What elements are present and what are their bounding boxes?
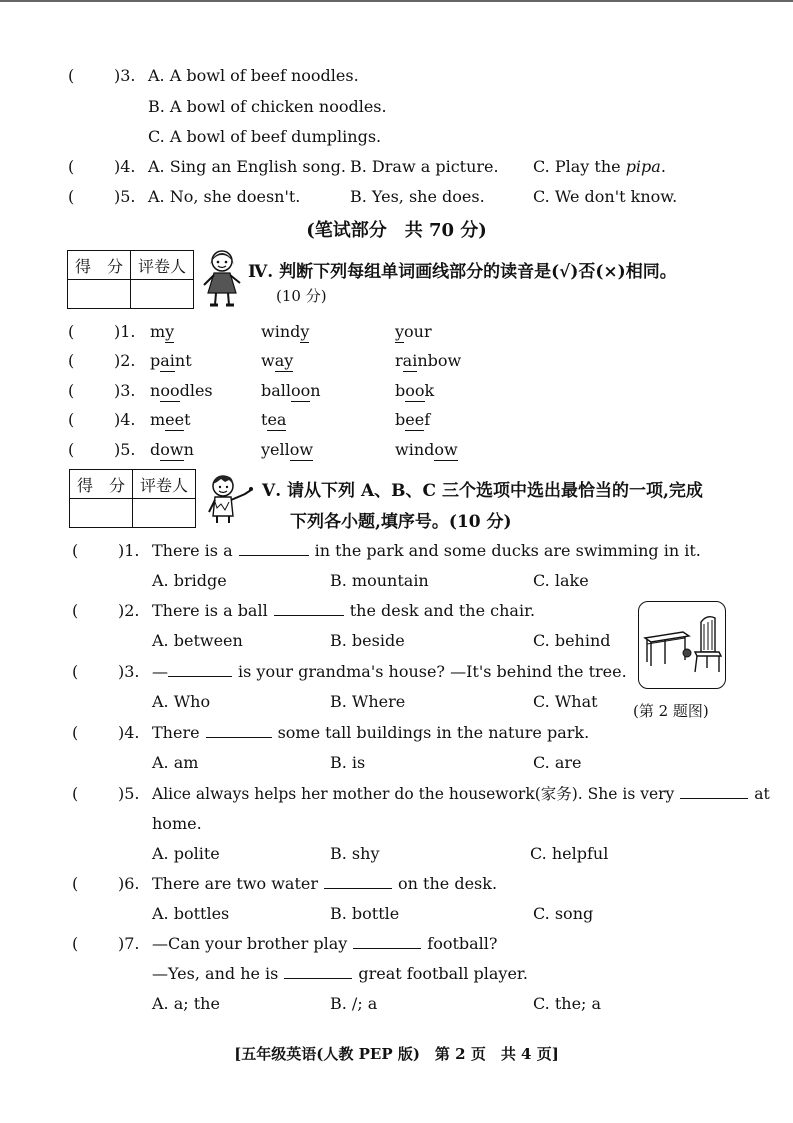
- score-label: 得 分: [68, 251, 131, 280]
- option-a: A. A bowl of beef noodles.: [148, 66, 359, 85]
- question-stem: —Can your brother play football?: [152, 934, 498, 953]
- item-number: )5.: [118, 784, 140, 803]
- answer-paren: (: [68, 66, 75, 85]
- option-b: B. Where: [330, 692, 406, 711]
- answer-paren: (: [72, 662, 79, 681]
- answer-paren: (: [68, 187, 75, 206]
- grader-label: 评卷人: [133, 470, 196, 499]
- question-stem: There is a ball the desk and the chair.: [152, 601, 536, 620]
- score-box-section5: [69, 469, 196, 528]
- answer-blank[interactable]: [284, 964, 352, 979]
- word-2: balloon: [261, 381, 321, 400]
- item-number: )3.: [118, 662, 140, 681]
- option-c: C. lake: [533, 571, 589, 590]
- grader-cell[interactable]: [131, 280, 194, 309]
- item-number: )6.: [118, 874, 140, 893]
- option-c: C. song: [533, 904, 594, 923]
- answer-blank[interactable]: [353, 934, 421, 949]
- grader-label: 评卷人: [131, 251, 194, 280]
- word-2: windy: [261, 322, 310, 341]
- listening-item-3-option-c: C. A bowl of beef dumplings.: [148, 127, 382, 146]
- option-a: A. between: [152, 631, 243, 650]
- answer-blank[interactable]: [239, 541, 309, 556]
- item-number: )7.: [118, 934, 140, 953]
- word-1: paint: [150, 351, 192, 370]
- question-2-figure: [638, 601, 726, 689]
- option-a: A. bottles: [152, 904, 230, 923]
- girl-cartoon-icon: [200, 247, 244, 309]
- desk-chair-ball-icon: [639, 602, 725, 688]
- word-2: yellow: [261, 440, 314, 459]
- item-number: )1.: [114, 322, 136, 341]
- option-a: A. bridge: [152, 571, 227, 590]
- answer-paren: (: [68, 440, 75, 459]
- item-number: )1.: [118, 541, 140, 560]
- option-c: C. We don't know.: [533, 187, 678, 206]
- mc-question-7-line2: —Yes, and he is great football player.: [152, 964, 528, 983]
- item-number: )4.: [114, 157, 136, 176]
- option-c: C. Play the pipa.: [533, 157, 666, 176]
- answer-blank[interactable]: [168, 662, 232, 677]
- word-1: noodles: [150, 381, 213, 400]
- mc-question-5-line2: home.: [152, 814, 202, 833]
- score-label: 得 分: [70, 470, 133, 499]
- answer-paren: (: [68, 351, 75, 370]
- section4-points: (10 分): [276, 287, 327, 305]
- score-cell[interactable]: [68, 280, 131, 309]
- answer-paren: (: [72, 723, 79, 742]
- answer-paren: (: [68, 410, 75, 429]
- word-1: down: [150, 440, 194, 459]
- word-1: meet: [150, 410, 191, 429]
- page-footer: [五年级英语(人教 PEP 版) 第 2 页 共 4 页]: [234, 1045, 559, 1063]
- word-3: your: [395, 322, 432, 341]
- word-1: my: [150, 322, 175, 341]
- answer-blank[interactable]: [206, 723, 272, 738]
- answer-paren: (: [68, 381, 75, 400]
- item-number: )5.: [114, 440, 136, 459]
- written-part-title: (笔试部分 共 70 分): [306, 220, 487, 241]
- word-3: beef: [395, 410, 431, 429]
- option-b: B. is: [330, 753, 366, 772]
- option-a: A. polite: [152, 844, 220, 863]
- option-b: B. mountain: [330, 571, 429, 590]
- question-stem: Alice always helps her mother do the housework(家务). She is very at: [152, 785, 770, 803]
- answer-blank[interactable]: [680, 784, 748, 799]
- option-b: B. beside: [330, 631, 405, 650]
- section4-title: Ⅳ. 判断下列每组单词画线部分的读音是(√)否(×)相同。: [248, 262, 677, 282]
- option-b: B. Yes, she does.: [350, 187, 485, 206]
- item-number: )2.: [118, 601, 140, 620]
- grader-cell[interactable]: [133, 499, 196, 528]
- option-a: A. a; the: [152, 994, 220, 1013]
- answer-paren: (: [72, 784, 79, 803]
- word-2: way: [261, 351, 294, 370]
- question-stem: There are two water on the desk.: [152, 874, 498, 893]
- question-stem: There is a in the park and some ducks are swimming in it.: [152, 541, 701, 560]
- answer-blank[interactable]: [324, 874, 392, 889]
- option-a: A. am: [152, 753, 199, 772]
- boy-cartoon-icon: [203, 472, 255, 524]
- word-2: tea: [261, 410, 287, 429]
- figure-caption: (第 2 题图): [633, 702, 709, 720]
- word-3: rainbow: [395, 351, 462, 370]
- option-a: A. Sing an English song.: [148, 157, 346, 176]
- option-c: C. are: [533, 753, 582, 772]
- score-cell[interactable]: [70, 499, 133, 528]
- answer-paren: (: [72, 541, 79, 560]
- word-3: window: [395, 440, 458, 459]
- section5-title-line2: 下列各小题,填序号。(10 分): [290, 512, 512, 532]
- answer-paren: (: [68, 157, 75, 176]
- option-a: A. No, she doesn't.: [148, 187, 301, 206]
- option-c: C. behind: [533, 631, 611, 650]
- question-stem: There some tall buildings in the nature park.: [152, 723, 590, 742]
- option-a: A. Who: [152, 692, 211, 711]
- option-c: C. the; a: [533, 994, 602, 1013]
- option-b: B. Draw a picture.: [350, 157, 499, 176]
- answer-paren: (: [72, 874, 79, 893]
- item-number: )4.: [118, 723, 140, 742]
- item-number: )3.: [114, 381, 136, 400]
- answer-paren: (: [72, 601, 79, 620]
- listening-item-3-option-b: B. A bowl of chicken noodles.: [148, 97, 387, 116]
- word-3: book: [395, 381, 435, 400]
- answer-paren: (: [72, 934, 79, 953]
- option-b: B. shy: [330, 844, 380, 863]
- option-b: B. bottle: [330, 904, 400, 923]
- option-c: C. helpful: [530, 844, 609, 863]
- item-number: )4.: [114, 410, 136, 429]
- question-stem: — is your grandma's house? —It's behind the tree.: [152, 662, 627, 681]
- item-number: )2.: [114, 351, 136, 370]
- option-b: B. /; a: [330, 994, 378, 1013]
- item-number: )3.: [114, 66, 136, 85]
- answer-paren: (: [68, 322, 75, 341]
- answer-blank[interactable]: [274, 601, 344, 616]
- section5-title: Ⅴ. 请从下列 A、B、C 三个选项中选出最恰当的一项,完成: [262, 481, 703, 501]
- page-top-edge: [0, 0, 793, 2]
- score-box-section4: [67, 250, 194, 309]
- option-c: C. What: [533, 692, 598, 711]
- item-number: )5.: [114, 187, 136, 206]
